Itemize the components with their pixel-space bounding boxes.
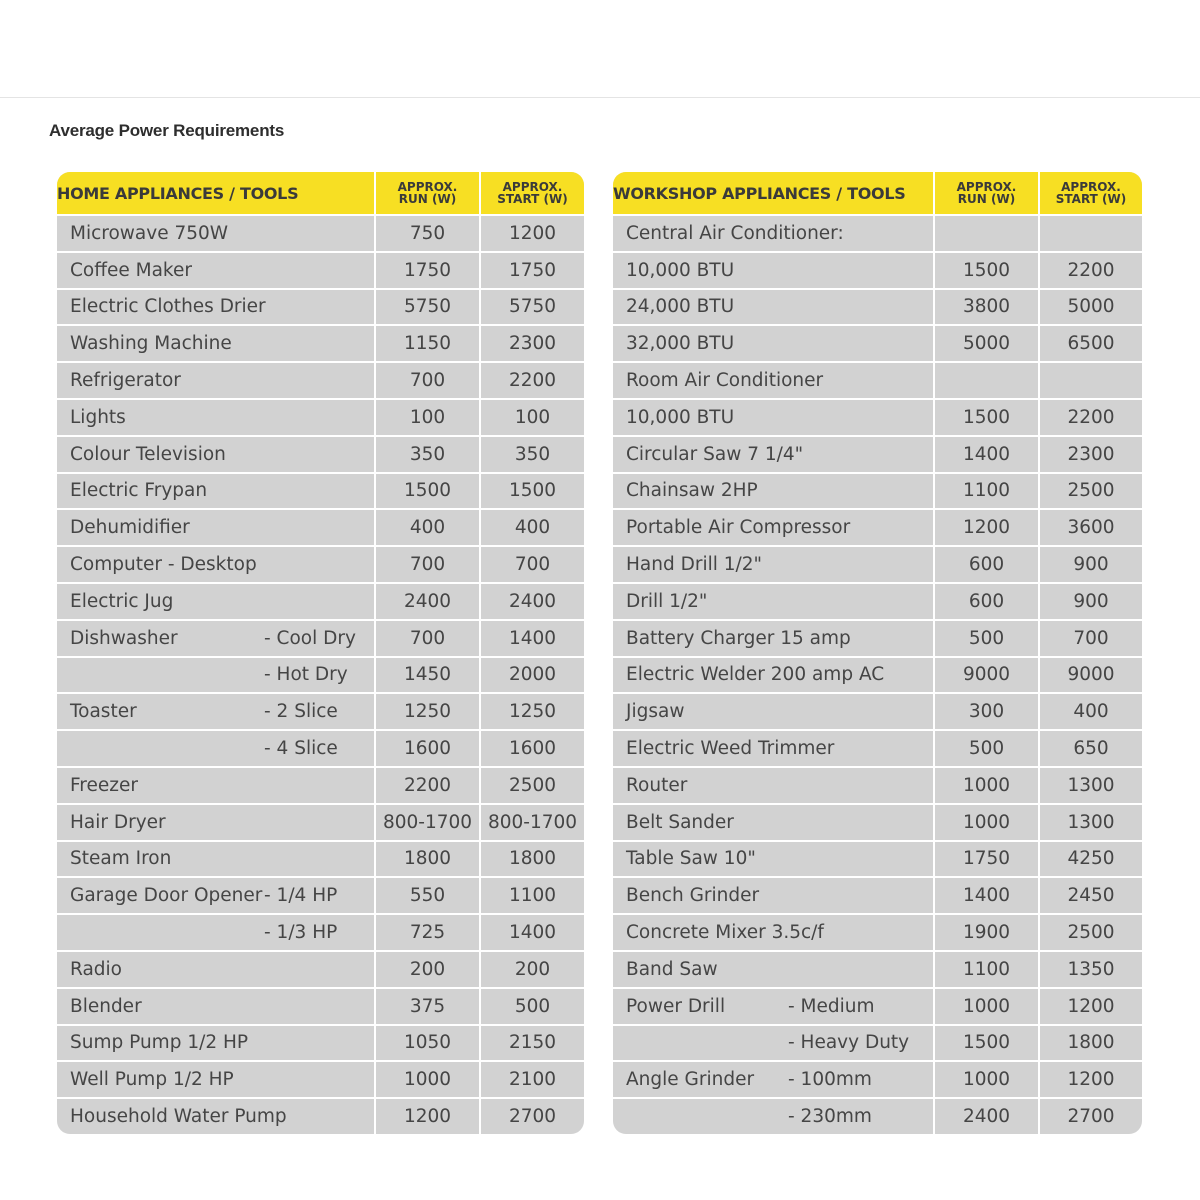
table-row xyxy=(57,324,584,361)
appliance-name-cell xyxy=(613,363,935,398)
appliance-name: Colour Television xyxy=(70,443,226,465)
run-watts-cell: 1100 xyxy=(935,474,1040,509)
start-watts-cell: 2500 xyxy=(1067,922,1115,944)
start-watts-cell: 700 xyxy=(1073,627,1109,649)
run-watts-cell: 375 xyxy=(376,989,481,1024)
workshop-appliances-table xyxy=(613,172,1142,1134)
table-row xyxy=(57,1097,584,1134)
run-watts-cell: 100 xyxy=(376,400,481,435)
start-watts-cell: 5750 xyxy=(508,296,557,318)
appliance-name-cell xyxy=(57,731,376,766)
appliance-name-cell xyxy=(613,474,935,509)
appliance-name: Household Water Pump xyxy=(70,1106,287,1128)
appliance-name: Electric Welder 200 amp AC xyxy=(626,664,885,686)
run-watts-cell: 1400 xyxy=(935,437,1040,472)
table-row xyxy=(57,876,584,913)
run-watts-cell: 700 xyxy=(376,363,481,398)
appliance-name: Battery Charger 15 amp xyxy=(626,627,851,649)
run-watts-cell: 700 xyxy=(376,621,481,656)
appliance-name: Refrigerator xyxy=(70,370,181,392)
appliance-variant: - 230mm xyxy=(788,1106,872,1128)
start-watts-cell: 1200 xyxy=(508,222,557,244)
start-watts-cell: 400 xyxy=(1073,701,1109,723)
appliance-name-cell xyxy=(613,731,935,766)
appliance-name-cell xyxy=(613,326,935,361)
table-row xyxy=(57,508,584,545)
appliance-name: Router xyxy=(626,774,688,796)
start-watts-cell: 900 xyxy=(1073,554,1109,576)
start-watts-cell: 700 xyxy=(514,554,551,576)
table-row xyxy=(613,729,1142,766)
table-row xyxy=(57,361,584,398)
table-row xyxy=(57,656,584,693)
appliance-name: Electric Weed Trimmer xyxy=(626,738,835,760)
appliance-name: Dishwasher xyxy=(70,627,178,649)
run-watts-cell: 1450 xyxy=(376,658,481,693)
run-watts-cell: 300 xyxy=(935,694,1040,729)
start-watts-cell: 1400 xyxy=(508,627,557,649)
table-body xyxy=(613,214,1142,1134)
run-watts-cell: 1050 xyxy=(376,1026,481,1061)
start-watts-cell: 200 xyxy=(514,958,551,980)
start-watts-cell: 2500 xyxy=(1067,480,1115,502)
table-row xyxy=(613,692,1142,729)
appliance-variant: - 1/4 HP xyxy=(264,885,338,907)
appliance-name-cell xyxy=(613,989,935,1024)
run-watts-cell: 1250 xyxy=(376,694,481,729)
start-watts-cell: 1800 xyxy=(508,848,557,870)
appliance-name-cell xyxy=(57,915,376,950)
table-row xyxy=(57,1060,584,1097)
table-row xyxy=(57,840,584,877)
appliance-name-cell xyxy=(57,474,376,509)
start-watts-cell: 2400 xyxy=(508,590,557,612)
appliance-name-cell xyxy=(57,621,376,656)
start-watts-cell: 2100 xyxy=(508,1069,557,1091)
run-watts-cell: 200 xyxy=(376,952,481,987)
appliance-name: Washing Machine xyxy=(70,333,232,355)
table-row xyxy=(57,472,584,509)
appliance-name: Jigsaw xyxy=(626,701,685,723)
table-row xyxy=(57,913,584,950)
appliance-name: Garage Door Opener xyxy=(70,885,263,907)
run-watts-cell: 1500 xyxy=(935,253,1040,288)
appliance-name: 10,000 BTU xyxy=(626,406,735,428)
start-watts-cell: 2200 xyxy=(508,370,557,392)
appliance-name: 10,000 BTU xyxy=(626,259,735,281)
appliance-variant: - 100mm xyxy=(788,1069,872,1091)
appliance-name: Sump Pump 1/2 HP xyxy=(70,1032,249,1054)
run-watts-cell: 1750 xyxy=(376,253,481,288)
appliance-name: Electric Clothes Drier xyxy=(70,296,266,318)
run-watts-cell: 600 xyxy=(935,584,1040,619)
start-watts-cell: 2000 xyxy=(508,664,557,686)
table-row xyxy=(57,582,584,619)
start-watts-cell: 2300 xyxy=(1067,443,1115,465)
run-watts-cell: 5000 xyxy=(935,326,1040,361)
appliance-name-cell xyxy=(613,621,935,656)
page-title: Average Power Requirements xyxy=(49,121,285,140)
start-watts-cell: 650 xyxy=(1073,738,1109,760)
appliance-name-cell xyxy=(57,952,376,987)
appliance-name-cell xyxy=(613,1099,935,1134)
appliance-name-cell xyxy=(613,547,935,582)
header-start xyxy=(1040,172,1142,214)
start-watts-cell: 1800 xyxy=(1067,1032,1115,1054)
appliance-name: 24,000 BTU xyxy=(626,296,735,318)
appliance-name-cell xyxy=(57,694,376,729)
table-row xyxy=(613,435,1142,472)
table-row xyxy=(57,545,584,582)
appliance-name: Circular Saw 7 1/4" xyxy=(626,443,804,465)
appliance-name: Hair Dryer xyxy=(70,811,166,833)
run-watts-cell: 1150 xyxy=(376,326,481,361)
appliance-name-cell xyxy=(57,1062,376,1097)
header-start xyxy=(481,172,584,214)
header-start-line2: START (W) xyxy=(497,192,568,206)
run-watts-cell: 2400 xyxy=(376,584,481,619)
table-row xyxy=(57,214,584,251)
appliance-name: Well Pump 1/2 HP xyxy=(70,1069,234,1091)
appliance-name: Power Drill xyxy=(626,995,726,1017)
table-row xyxy=(613,508,1142,545)
table-header xyxy=(57,172,584,214)
appliance-name: 32,000 BTU xyxy=(626,333,735,355)
table-row xyxy=(57,251,584,288)
appliance-name: Hand Drill 1/2" xyxy=(626,554,763,576)
appliance-name-cell xyxy=(613,805,935,840)
run-watts-cell: 350 xyxy=(376,437,481,472)
run-watts-cell: 1000 xyxy=(935,805,1040,840)
appliance-variant: - Hot Dry xyxy=(264,664,348,686)
appliance-variant: - Medium xyxy=(788,995,875,1017)
appliance-name-cell xyxy=(57,253,376,288)
run-watts-cell: 1100 xyxy=(935,952,1040,987)
table-header xyxy=(613,172,1142,214)
start-watts-cell: 900 xyxy=(1073,590,1109,612)
table-row xyxy=(57,398,584,435)
run-watts-cell: 1500 xyxy=(376,474,481,509)
header-start-line1: APPROX. xyxy=(1061,180,1121,194)
start-watts-cell xyxy=(1040,216,1142,251)
appliance-name-cell xyxy=(57,290,376,325)
table-row xyxy=(613,656,1142,693)
appliance-name-cell xyxy=(613,1062,935,1097)
header-run-line1: APPROX. xyxy=(956,180,1017,194)
run-watts-cell: 700 xyxy=(376,547,481,582)
table-row xyxy=(613,398,1142,435)
appliance-name-cell xyxy=(613,584,935,619)
appliance-variant: - 4 Slice xyxy=(264,738,338,760)
table-row xyxy=(613,803,1142,840)
appliance-name-cell xyxy=(613,253,935,288)
start-watts-cell: 1300 xyxy=(1067,774,1115,796)
appliance-name-cell xyxy=(613,658,935,693)
appliance-name: Portable Air Compressor xyxy=(626,517,851,539)
appliance-name: Steam Iron xyxy=(70,848,172,870)
appliance-variant: - 1/3 HP xyxy=(264,922,338,944)
start-watts-cell: 1200 xyxy=(1067,995,1115,1017)
start-watts-cell: 9000 xyxy=(1067,664,1115,686)
run-watts-cell: 400 xyxy=(376,510,481,545)
appliance-name-cell xyxy=(57,658,376,693)
run-watts-cell: 1000 xyxy=(935,989,1040,1024)
appliance-name-cell xyxy=(57,1099,376,1134)
table-row xyxy=(613,582,1142,619)
start-watts-cell: 1100 xyxy=(508,885,557,907)
header-start-line2: START (W) xyxy=(1055,192,1127,206)
start-watts-cell: 5000 xyxy=(1067,296,1115,318)
appliance-name-cell xyxy=(57,768,376,803)
header-run-line2: RUN (W) xyxy=(957,192,1016,206)
appliance-name-cell xyxy=(57,326,376,361)
appliance-name: Angle Grinder xyxy=(626,1069,755,1091)
start-watts-cell: 1600 xyxy=(508,738,557,760)
start-watts-cell: 2200 xyxy=(1067,406,1115,428)
appliance-name: Belt Sander xyxy=(626,811,734,833)
start-watts-cell: 2500 xyxy=(508,774,557,796)
appliance-name-cell xyxy=(613,878,935,913)
run-watts-cell: 2400 xyxy=(935,1099,1040,1134)
start-watts-cell: 1200 xyxy=(1067,1069,1115,1091)
table-row xyxy=(613,1060,1142,1097)
table-row xyxy=(57,1024,584,1061)
appliance-name-cell xyxy=(613,216,935,251)
table-row xyxy=(57,987,584,1024)
table-row xyxy=(57,729,584,766)
appliance-name: Radio xyxy=(70,958,122,980)
table-row xyxy=(613,251,1142,288)
top-bar xyxy=(0,0,1200,98)
appliance-name: Dehumidifier xyxy=(70,517,190,539)
appliance-name: Table Saw 10" xyxy=(626,848,756,870)
appliance-name: Chainsaw 2HP xyxy=(626,480,758,502)
start-watts-cell: 400 xyxy=(514,517,551,539)
appliance-name-cell xyxy=(57,363,376,398)
appliance-name-cell xyxy=(57,1026,376,1061)
table-row xyxy=(613,766,1142,803)
table-row xyxy=(57,435,584,472)
run-watts-cell: 600 xyxy=(935,547,1040,582)
table-row xyxy=(57,288,584,325)
table-row xyxy=(613,472,1142,509)
run-watts-cell: 1000 xyxy=(935,768,1040,803)
appliance-variant: - Cool Dry xyxy=(264,627,356,649)
run-watts-cell: 1750 xyxy=(935,842,1040,877)
run-watts-cell: 750 xyxy=(376,216,481,251)
start-watts-cell: 2200 xyxy=(1067,259,1115,281)
table-row xyxy=(613,987,1142,1024)
appliance-name-cell xyxy=(57,584,376,619)
run-watts-cell: 1000 xyxy=(376,1062,481,1097)
run-watts-cell: 1500 xyxy=(935,400,1040,435)
start-watts-cell: 2700 xyxy=(1067,1106,1115,1128)
appliance-name: Freezer xyxy=(70,774,138,796)
appliance-name-cell xyxy=(57,437,376,472)
header-run-line2: RUN (W) xyxy=(398,192,457,206)
appliance-name-cell xyxy=(613,1026,935,1061)
appliance-name-cell xyxy=(57,400,376,435)
appliance-name-cell xyxy=(57,842,376,877)
appliance-name: Electric Jug xyxy=(70,590,174,612)
run-watts-cell: 1900 xyxy=(935,915,1040,950)
table-row xyxy=(613,1097,1142,1134)
home-appliances-table xyxy=(57,172,584,1134)
appliance-name-cell xyxy=(613,290,935,325)
appliance-name: Drill 1/2" xyxy=(626,590,708,612)
appliance-name-cell xyxy=(613,842,935,877)
run-watts-cell: 1400 xyxy=(935,878,1040,913)
start-watts-cell: 4250 xyxy=(1067,848,1115,870)
table-row xyxy=(613,950,1142,987)
run-watts-cell: 1600 xyxy=(376,731,481,766)
table-row xyxy=(613,1024,1142,1061)
start-watts-cell: 1500 xyxy=(508,480,557,502)
header-name: WORKSHOP APPLIANCES / TOOLS xyxy=(613,172,935,214)
table-row xyxy=(613,214,1142,251)
appliance-variant: - Heavy Duty xyxy=(788,1032,910,1054)
appliance-name-cell xyxy=(613,952,935,987)
run-watts-cell: 1000 xyxy=(935,1062,1040,1097)
start-watts-cell: 350 xyxy=(514,443,551,465)
run-watts-cell: 550 xyxy=(376,878,481,913)
appliance-name: Coffee Maker xyxy=(70,259,192,281)
appliance-name-cell xyxy=(57,216,376,251)
start-watts-cell: 1400 xyxy=(508,922,557,944)
appliance-name-cell xyxy=(57,547,376,582)
run-watts-cell: 1200 xyxy=(376,1099,481,1134)
table-row xyxy=(57,619,584,656)
header-name: HOME APPLIANCES / TOOLS xyxy=(57,172,376,214)
run-watts-cell: 1200 xyxy=(935,510,1040,545)
appliance-name-cell xyxy=(613,694,935,729)
appliance-name: Central Air Conditioner: xyxy=(626,222,844,244)
start-watts-cell: 1300 xyxy=(1067,811,1115,833)
appliance-name: Blender xyxy=(70,995,142,1017)
start-watts-cell: 500 xyxy=(514,995,551,1017)
run-watts-cell xyxy=(935,363,1040,398)
appliance-name-cell xyxy=(613,915,935,950)
start-watts-cell: 6500 xyxy=(1067,333,1115,355)
start-watts-cell: 100 xyxy=(514,406,551,428)
start-watts-cell: 2300 xyxy=(508,333,557,355)
appliance-variant: - 2 Slice xyxy=(264,701,338,723)
appliance-name-cell xyxy=(613,510,935,545)
run-watts-cell: 5750 xyxy=(376,290,481,325)
appliance-name: Electric Frypan xyxy=(70,480,208,502)
run-watts-cell: 725 xyxy=(376,915,481,950)
run-watts-cell: 500 xyxy=(935,621,1040,656)
table-row xyxy=(57,692,584,729)
header-run xyxy=(376,172,481,214)
table-row xyxy=(613,545,1142,582)
table-row xyxy=(613,288,1142,325)
appliance-name-cell xyxy=(57,510,376,545)
start-watts-cell: 2700 xyxy=(508,1106,557,1128)
run-watts-cell: 3800 xyxy=(935,290,1040,325)
header-run xyxy=(935,172,1040,214)
table-row xyxy=(613,840,1142,877)
start-watts-cell: 1250 xyxy=(508,701,557,723)
run-watts-cell: 2200 xyxy=(376,768,481,803)
start-watts-cell: 2450 xyxy=(1067,885,1115,907)
header-start-line1: APPROX. xyxy=(502,180,563,194)
appliance-name: Computer - Desktop xyxy=(70,554,257,576)
start-watts-cell: 1350 xyxy=(1067,958,1115,980)
appliance-name-cell xyxy=(613,437,935,472)
table-row xyxy=(613,619,1142,656)
appliance-name: Toaster xyxy=(70,701,137,723)
start-watts-cell: 3600 xyxy=(1067,517,1115,539)
table-row xyxy=(613,324,1142,361)
run-watts-cell xyxy=(935,216,1040,251)
appliance-name: Band Saw xyxy=(626,958,718,980)
appliance-name-cell xyxy=(57,805,376,840)
run-watts-cell: 1500 xyxy=(935,1026,1040,1061)
run-watts-cell: 9000 xyxy=(935,658,1040,693)
appliance-name: Microwave 750W xyxy=(70,222,229,244)
table-row xyxy=(57,803,584,840)
table-row xyxy=(613,913,1142,950)
table-row xyxy=(57,766,584,803)
table-body xyxy=(57,214,584,1134)
run-watts-cell: 1800 xyxy=(376,842,481,877)
header-run-line1: APPROX. xyxy=(397,180,458,194)
appliance-name: Bench Grinder xyxy=(626,885,760,907)
appliance-name: Lights xyxy=(70,406,126,428)
appliance-name-cell xyxy=(613,768,935,803)
start-watts-cell: 800-1700 xyxy=(487,811,578,833)
table-row xyxy=(613,876,1142,913)
table-row xyxy=(613,361,1142,398)
start-watts-cell: 1750 xyxy=(508,259,557,281)
start-watts-cell: 2150 xyxy=(508,1032,557,1054)
appliance-name-cell xyxy=(613,400,935,435)
table-row xyxy=(57,950,584,987)
run-watts-cell: 800-1700 xyxy=(376,805,481,840)
appliance-name: Concrete Mixer 3.5c/f xyxy=(626,922,824,944)
appliance-name-cell xyxy=(57,878,376,913)
run-watts-cell: 500 xyxy=(935,731,1040,766)
start-watts-cell xyxy=(1040,363,1142,398)
appliance-name: Room Air Conditioner xyxy=(626,370,824,392)
appliance-name-cell xyxy=(57,989,376,1024)
